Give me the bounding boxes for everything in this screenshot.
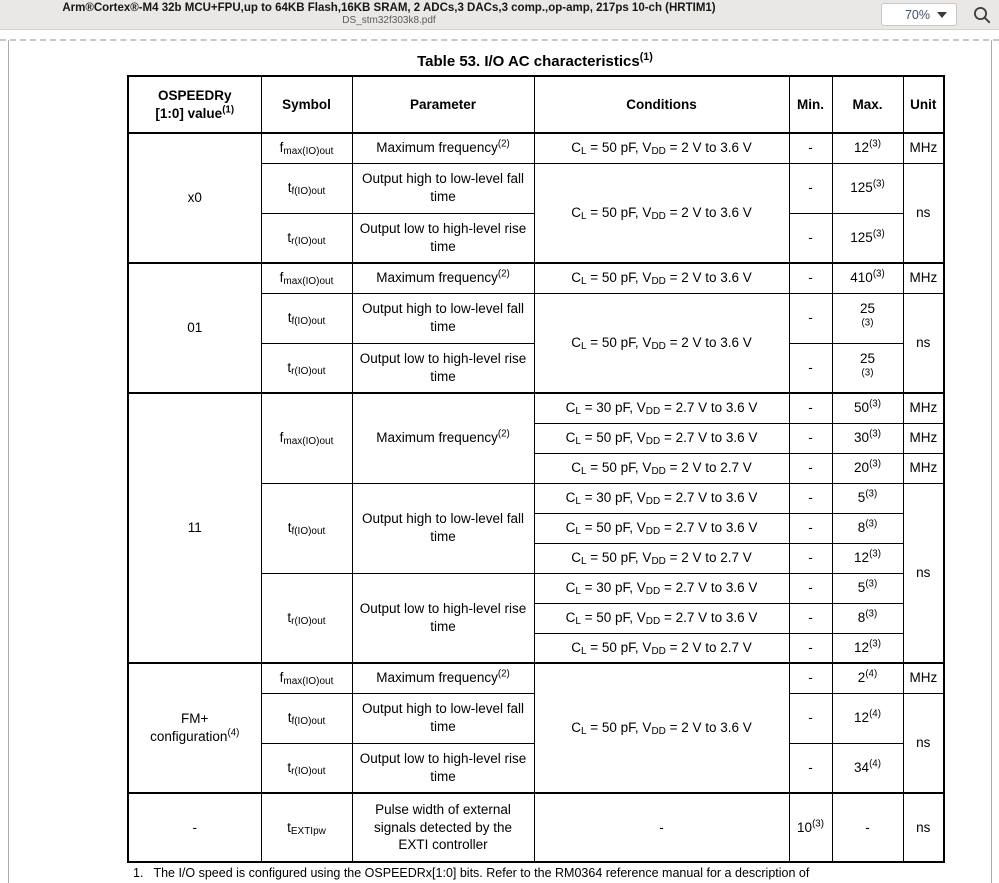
cell-conditions: $C_L = 50$ pF, $V_{DD} = 2$ V to 3.6 V <box>534 293 789 393</box>
page-left-edge <box>8 40 9 883</box>
cell-conditions: - <box>534 793 789 862</box>
cell-max: 12$^{(3)}$ <box>832 543 903 573</box>
column-header: Conditions <box>534 76 789 133</box>
cell-ospeedr-value: 01 <box>128 263 261 393</box>
cell-parameter: Maximum frequency$^{(2)}$ <box>352 393 534 483</box>
cell-min: - <box>789 633 832 663</box>
search-icon <box>972 5 992 25</box>
cell-parameter: Output low to high-level rise time <box>352 573 534 663</box>
cell-max: 12$^{(3)}$ <box>832 633 903 663</box>
cell-min: - <box>789 263 832 293</box>
cell-parameter: Output high to low-level fall time <box>352 693 534 743</box>
cell-max: 12$^{(3)}$ <box>832 133 903 163</box>
cell-min: - <box>789 663 832 693</box>
cell-min: - <box>789 483 832 513</box>
cell-min: - <box>789 573 832 603</box>
cell-parameter: Maximum frequency$^{(2)}$ <box>352 663 534 693</box>
cell-unit: ns <box>903 693 944 793</box>
table-header <box>128 76 944 133</box>
cell-parameter: Output low to high-level rise time <box>352 743 534 793</box>
cell-min: - <box>789 603 832 633</box>
table-row <box>128 793 944 862</box>
cell-conditions: $C_L = 50$ pF, $V_{DD} = 2$ V to 3.6 V <box>534 133 789 163</box>
cell-conditions: $C_L = 50$ pF, $V_{DD} = 2$ V to 2.7 V <box>534 543 789 573</box>
pdf-viewer-toolbar <box>0 0 999 30</box>
search-button[interactable] <box>972 5 992 25</box>
cell-unit: MHz <box>903 423 944 453</box>
cell-conditions: $C_L = 50$ pF, $V_{DD} = 2.7$ V to 3.6 V <box>534 603 789 633</box>
cell-parameter: Output low to high-level rise time <box>352 213 534 263</box>
page-right-edge <box>991 40 992 883</box>
cell-min: - <box>789 453 832 483</box>
cell-symbol: $f_{max(IO)out}$ <box>261 393 352 483</box>
footnote <box>133 866 933 882</box>
cell-unit: ns <box>903 293 944 393</box>
cell-symbol: $t_{EXTIpw}$ <box>261 793 352 862</box>
cell-parameter: Output high to low-level fall time <box>352 293 534 343</box>
cell-symbol: $t_{f(IO)out}$ <box>261 293 352 343</box>
cell-min: - <box>789 133 832 163</box>
cell-max: 8$^{(3)}$ <box>832 603 903 633</box>
cell-max: 125$^{(3)}$ <box>832 163 903 213</box>
cell-parameter: Output high to low-level fall time <box>352 163 534 213</box>
cell-conditions: $C_L = 30$ pF, $V_{DD} = 2.7$ V to 3.6 V <box>534 573 789 603</box>
cell-max: - <box>832 793 903 862</box>
footnote-number: 1. <box>133 866 144 880</box>
cell-ospeedr-value: FM+ configuration$^{(4)}$ <box>128 663 261 793</box>
table-caption: Table 53. I/O AC characteristics$^{(1)}$ <box>417 51 653 70</box>
cell-symbol: $t_{f(IO)out}$ <box>261 693 352 743</box>
cell-ospeedr-value: - <box>128 793 261 862</box>
table-row <box>128 393 944 423</box>
cell-min: - <box>789 343 832 393</box>
cell-conditions: $C_L = 50$ pF, $V_{DD} = 2.7$ V to 3.6 V <box>534 513 789 543</box>
cell-symbol: $t_{r(IO)out}$ <box>261 213 352 263</box>
cell-min: - <box>789 393 832 423</box>
cell-max: 5$^{(3)}$ <box>832 573 903 603</box>
column-header: Unit <box>903 76 944 133</box>
cell-conditions: $C_L = 50$ pF, $V_{DD} = 2$ V to 2.7 V <box>534 633 789 663</box>
ac-characteristics-table <box>127 75 945 863</box>
cell-symbol: $f_{max(IO)out}$ <box>261 133 352 163</box>
cell-min: - <box>789 423 832 453</box>
table-row <box>128 663 944 693</box>
cell-symbol: $f_{max(IO)out}$ <box>261 263 352 293</box>
document-title: Arm®Cortex®-M4 32b MCU+FPU,up to 64KB Flash,16KB SRAM, 2 ADCs,3 DACs,3 comp.,op-amp, 217ps 10-ch (HRTIM1) <box>62 2 716 14</box>
cell-symbol: $t_{r(IO)out}$ <box>261 573 352 663</box>
caret-down-icon <box>937 12 947 18</box>
cell-unit: MHz <box>903 453 944 483</box>
cell-min: 10$^{(3)}$ <box>789 793 832 862</box>
document-title-block <box>0 2 778 27</box>
cell-min: - <box>789 693 832 743</box>
cell-unit: MHz <box>903 663 944 693</box>
cell-conditions: $C_L = 50$ pF, $V_{DD} = 2$ V to 3.6 V <box>534 163 789 263</box>
cell-unit: ns <box>903 793 944 862</box>
table-row <box>128 263 944 293</box>
table-row <box>128 133 944 163</box>
cell-min: - <box>789 513 832 543</box>
cell-unit: ns <box>903 163 944 263</box>
cell-min: - <box>789 743 832 793</box>
cell-max: 34$^{(4)}$ <box>832 743 903 793</box>
column-header: Min. <box>789 76 832 133</box>
cell-symbol: $t_{r(IO)out}$ <box>261 743 352 793</box>
cell-parameter: Output high to low-level fall time <box>352 483 534 573</box>
cell-conditions: $C_L = 50$ pF, $V_{DD} = 2.7$ V to 3.6 V <box>534 423 789 453</box>
document-filename: DS_stm32f303k8.pdf <box>342 15 436 27</box>
cell-conditions: $C_L = 50$ pF, $V_{DD} = 2$ V to 3.6 V <box>534 663 789 793</box>
cell-min: - <box>789 293 832 343</box>
cell-symbol: $f_{max(IO)out}$ <box>261 663 352 693</box>
column-header: Parameter <box>352 76 534 133</box>
cell-parameter: Maximum frequency$^{(2)}$ <box>352 263 534 293</box>
page-break-divider <box>0 39 999 41</box>
zoom-level-dropdown[interactable] <box>881 3 957 26</box>
cell-symbol: $t_{f(IO)out}$ <box>261 163 352 213</box>
cell-max: 8$^{(3)}$ <box>832 513 903 543</box>
table-body <box>128 133 944 862</box>
zoom-level-value: 70% <box>904 7 930 22</box>
footnote-text: The I/O speed is configured using the OSPEEDRx[1:0] bits. Refer to the RM0364 reference manual for a description of <box>153 866 810 880</box>
cell-conditions: $C_L = 30$ pF, $V_{DD} = 2.7$ V to 3.6 V <box>534 393 789 423</box>
column-header: Max. <box>832 76 903 133</box>
cell-max: 30$^{(3)}$ <box>832 423 903 453</box>
cell-min: - <box>789 543 832 573</box>
cell-max: 25 $^{(3)}$ <box>832 293 903 343</box>
cell-conditions: $C_L = 50$ pF, $V_{DD} = 2$ V to 2.7 V <box>534 453 789 483</box>
cell-parameter: Maximum frequency$^{(2)}$ <box>352 133 534 163</box>
cell-conditions: $C_L = 30$ pF, $V_{DD} = 2.7$ V to 3.6 V <box>534 483 789 513</box>
cell-conditions: $C_L = 50$ pF, $V_{DD} = 2$ V to 3.6 V <box>534 263 789 293</box>
cell-unit: MHz <box>903 393 944 423</box>
cell-max: 20$^{(3)}$ <box>832 453 903 483</box>
cell-unit: MHz <box>903 263 944 293</box>
cell-symbol: $t_{r(IO)out}$ <box>261 343 352 393</box>
cell-max: 125$^{(3)}$ <box>832 213 903 263</box>
cell-max: 50$^{(3)}$ <box>832 393 903 423</box>
cell-max: 25 $^{(3)}$ <box>832 343 903 393</box>
cell-min: - <box>789 213 832 263</box>
cell-max: 12$^{(4)}$ <box>832 693 903 743</box>
cell-max: 2$^{(4)}$ <box>832 663 903 693</box>
column-header: Symbol <box>261 76 352 133</box>
cell-parameter: Output low to high-level rise time <box>352 343 534 393</box>
cell-unit: ns <box>903 483 944 663</box>
cell-ospeedr-value: 11 <box>128 393 261 663</box>
cell-symbol: $t_{f(IO)out}$ <box>261 483 352 573</box>
cell-unit: MHz <box>903 133 944 163</box>
cell-max: 410$^{(3)}$ <box>832 263 903 293</box>
cell-parameter: Pulse width of external signals detected by the EXTI controller <box>352 793 534 862</box>
header-row <box>128 76 944 133</box>
cell-max: 5$^{(3)}$ <box>832 483 903 513</box>
column-header: OSPEEDRy [1:0] value$^{(1)}$ <box>128 76 261 133</box>
cell-min: - <box>789 163 832 213</box>
cell-ospeedr-value: x0 <box>128 133 261 263</box>
